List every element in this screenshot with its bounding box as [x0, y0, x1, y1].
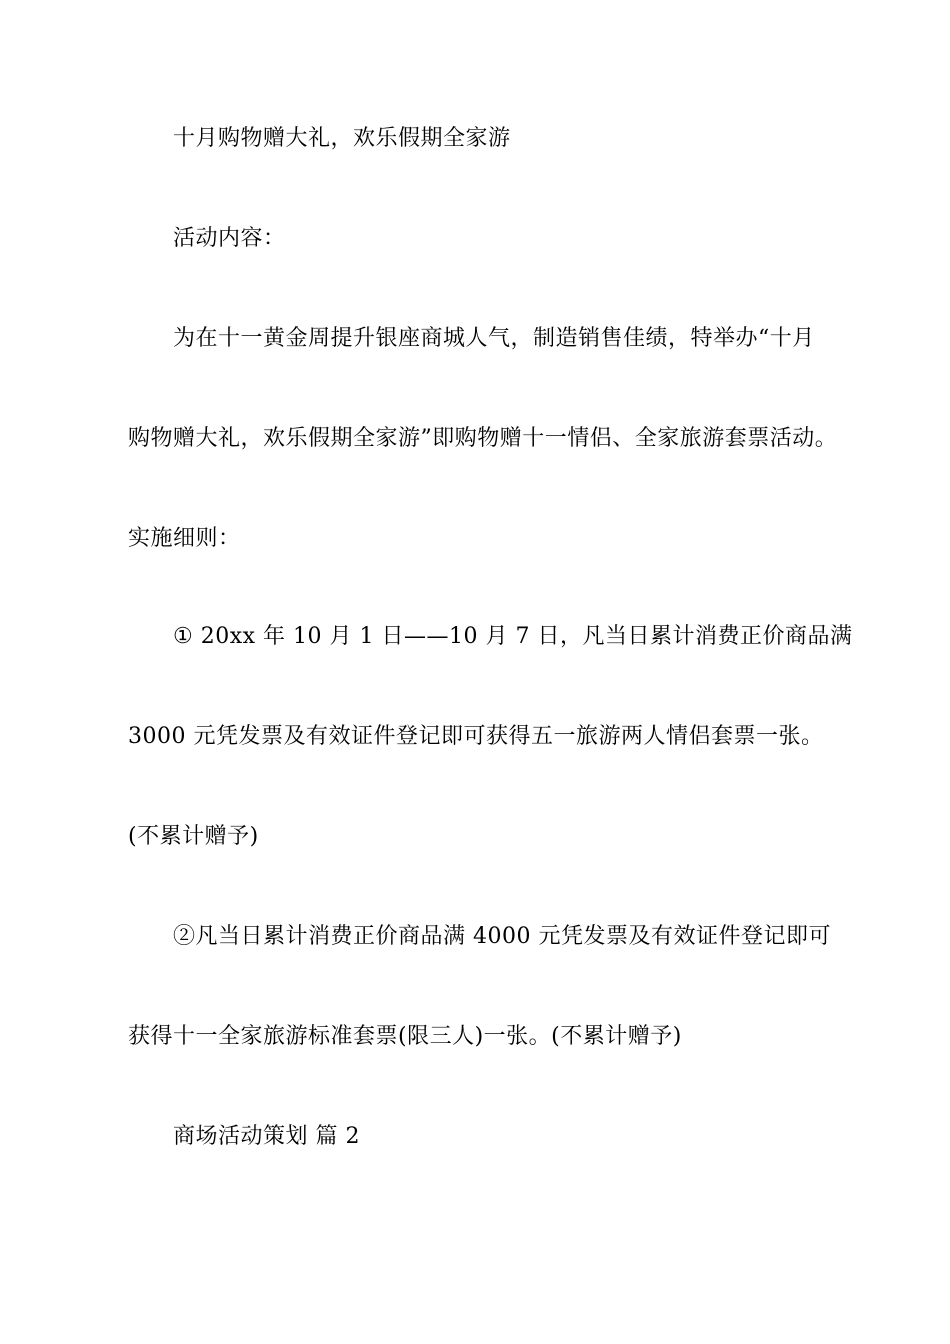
paragraph-line: ②凡当日累计消费正价商品满 4000 元凭发票及有效证件登记即可 — [173, 924, 831, 949]
paragraph-line: (不累计赠予) — [128, 824, 259, 849]
paragraph-line: 3000 元凭发票及有效证件登记即可获得五一旅游两人情侣套票一张。 — [128, 724, 824, 749]
paragraph-line: ① 20xx 年 10 月 1 日——10 月 7 日，凡当日累计消费正价商品满 — [173, 624, 853, 649]
heading-line: 十月购物赠大礼，欢乐假期全家游 — [173, 126, 511, 151]
paragraph-line: 购物赠大礼，欢乐假期全家游”即购物赠十一情侣、全家旅游套票活动。 — [128, 426, 838, 451]
section-heading: 商场活动策划 篇 2 — [173, 1124, 360, 1149]
paragraph-line: 获得十一全家旅游标准套票(限三人)一张。(不累计赠予) — [128, 1024, 682, 1049]
paragraph-line: 为在十一黄金周提升银座商城人气，制造销售佳绩，特举办“十月 — [173, 326, 815, 351]
section-label-rules: 实施细则： — [128, 526, 241, 551]
section-label-activity: 活动内容： — [173, 226, 286, 251]
